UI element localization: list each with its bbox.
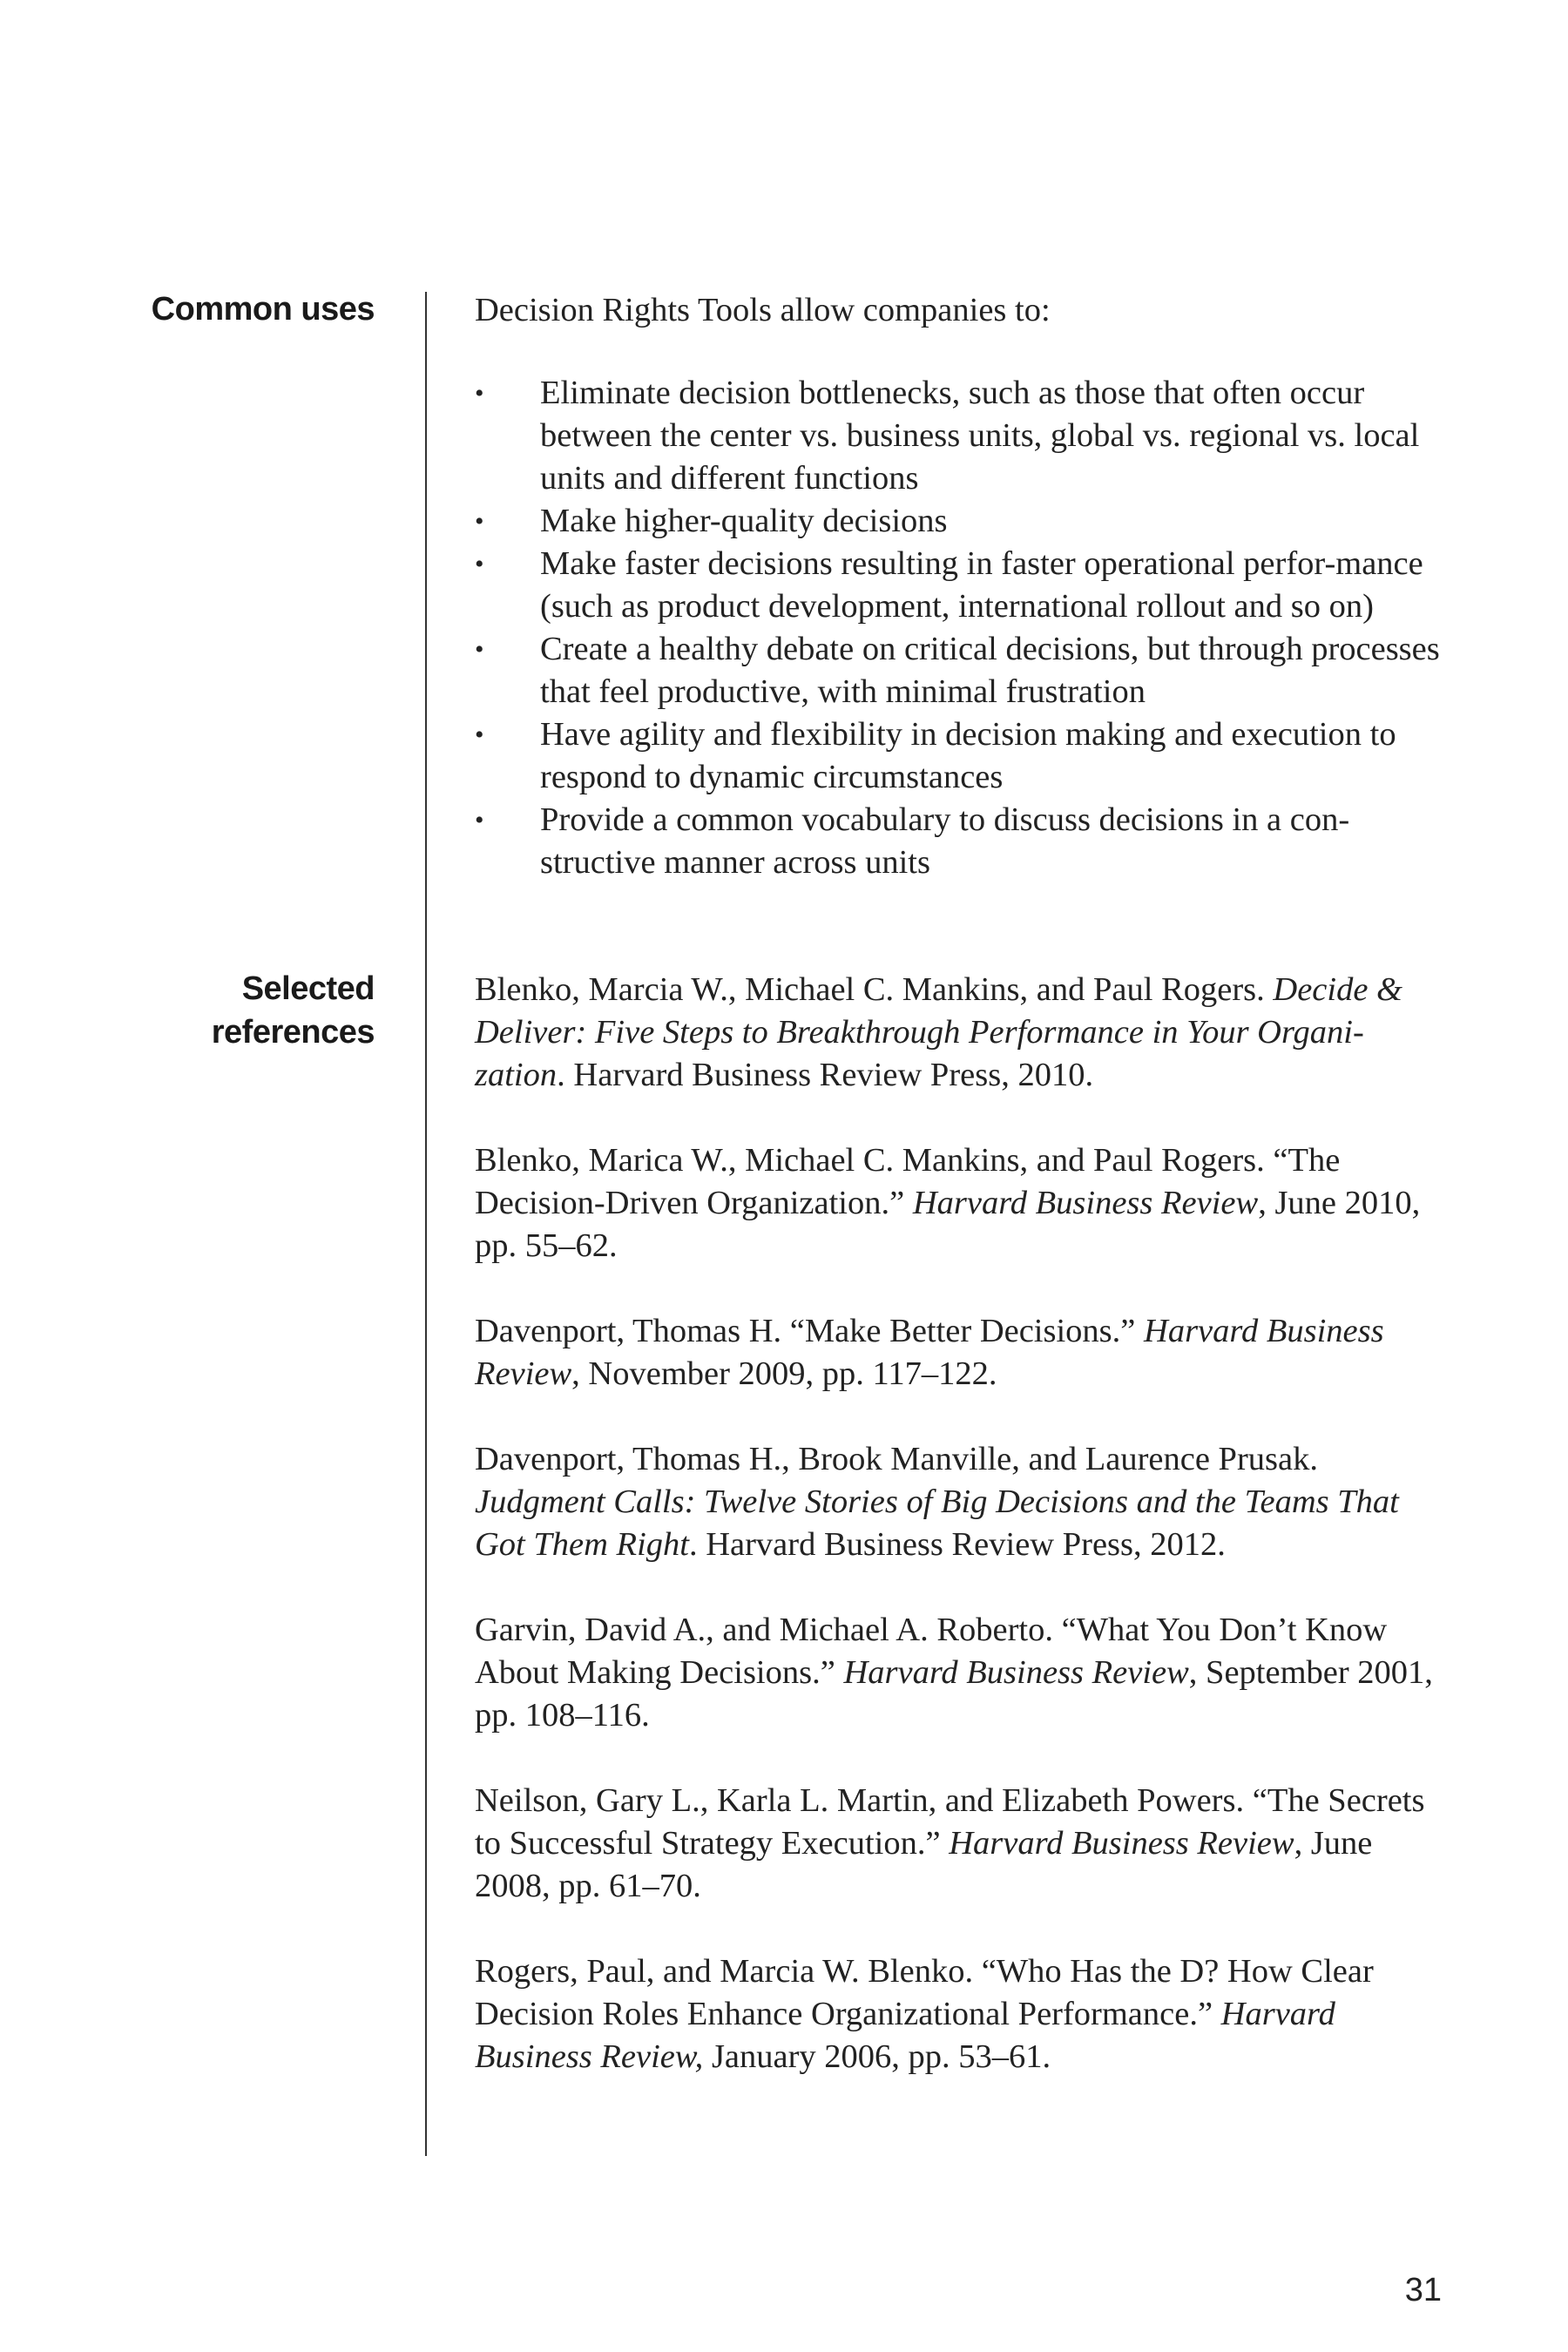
common-uses-body <box>475 289 1450 884</box>
bullet-icon: • <box>475 720 484 749</box>
list-item <box>475 543 1450 628</box>
list-item-text: Eliminate decision bottlenecks, such as those that often occur between the center vs. business units, global vs. regional vs. local units and different functions <box>540 375 1420 497</box>
list-item <box>475 713 1450 799</box>
reference-authors: Davenport, Thomas H. “Make Better Decisions.” <box>475 1313 1145 1349</box>
reference-title: Harvard Business Review <box>843 1654 1189 1691</box>
reference-details: , June 2008, pp. 61–70. <box>475 1825 1373 1904</box>
bullet-icon: • <box>475 550 484 578</box>
common-uses-intro: Decision Rights Tools allow companies to: <box>475 292 1051 328</box>
bullet-icon: • <box>475 806 484 835</box>
common-uses-list <box>475 372 1450 884</box>
heading-line-2: references <box>211 1014 375 1051</box>
reference-details: . Harvard Business Review Press, 2010. <box>557 1057 1094 1093</box>
list-item <box>475 500 1450 543</box>
reference-entry <box>475 1438 1450 1566</box>
list-item <box>475 799 1450 884</box>
reference-title: Decide & Deliver: Five Steps to Breakthrough Performance in Your Organi-zation <box>475 971 1402 1093</box>
reference-entry <box>475 1609 1450 1737</box>
reference-authors: Blenko, Marica W., Michael C. Mankins, and Paul Rogers. “The Decision-Driven Organization.” <box>475 1142 1341 1221</box>
bullet-icon: • <box>475 635 484 664</box>
list-item-text: Make higher-quality decisions <box>540 503 948 539</box>
reference-details: , September 2001, pp. 108–116. <box>475 1654 1433 1734</box>
reference-entry <box>475 969 1450 1097</box>
list-item <box>475 372 1450 500</box>
reference-details: , November 2009, pp. 117–122. <box>571 1355 997 1392</box>
reference-authors: Neilson, Gary L., Karla L. Martin, and Elizabeth Powers. “The Secrets to Successful Strategy Execution.” <box>475 1782 1425 1862</box>
heading-line-1: Selected <box>241 970 375 1007</box>
reference-title: Harvard Business Review <box>949 1825 1294 1862</box>
bullet-icon: • <box>475 379 484 408</box>
reference-details: . Harvard Business Review Press, 2012. <box>688 1526 1226 1563</box>
reference-details: , June 2010, pp. 55–62. <box>475 1185 1421 1264</box>
section-heading-common-uses: Common uses <box>151 291 375 328</box>
reference-title: Judgment Calls: Twelve Stories of Big Decisions and the Teams That Got Them Right <box>475 1484 1399 1563</box>
list-item <box>475 628 1450 713</box>
section-heading-selected-references <box>61 967 375 1054</box>
reference-authors: Rogers, Paul, and Marcia W. Blenko. “Who Has the D? How Clear Decision Roles Enhance Organizational Performance.” <box>475 1953 1374 2032</box>
page-number: 31 <box>1404 2272 1442 2308</box>
list-item-text: Make faster decisions resulting in faster operational perfor-mance (such as product development, international rollout and so on) <box>540 545 1423 625</box>
reference-title: Harvard Business Review, <box>475 1996 1335 2075</box>
reference-authors: Blenko, Marcia W., Michael C. Mankins, and Paul Rogers. <box>475 971 1274 1008</box>
reference-entry <box>475 1950 1450 2078</box>
list-item-text: Create a healthy debate on critical decisions, but through processes that feel productive, with minimal frustration <box>540 631 1440 710</box>
list-item-text: Have agility and flexibility in decision making and execution to respond to dynamic circumstances <box>540 716 1396 795</box>
bullet-icon: • <box>475 507 484 536</box>
reference-details: January 2006, pp. 53–61. <box>703 2038 1051 2075</box>
references-body <box>475 969 1450 2121</box>
reference-authors: Davenport, Thomas H., Brook Manville, and Laurence Prusak. <box>475 1441 1318 1477</box>
vertical-divider <box>425 292 427 2156</box>
reference-authors: Garvin, David A., and Michael A. Roberto. “What You Don’t Know About Making Decisions.” <box>475 1612 1388 1691</box>
reference-entry <box>475 1780 1450 1908</box>
reference-title: Harvard Business Review <box>912 1185 1259 1221</box>
reference-entry <box>475 1310 1450 1396</box>
reference-title: Harvard Business Review <box>475 1313 1384 1392</box>
reference-entry <box>475 1139 1450 1267</box>
list-item-text: Provide a common vocabulary to discuss decisions in a con-structive manner across units <box>540 801 1350 881</box>
